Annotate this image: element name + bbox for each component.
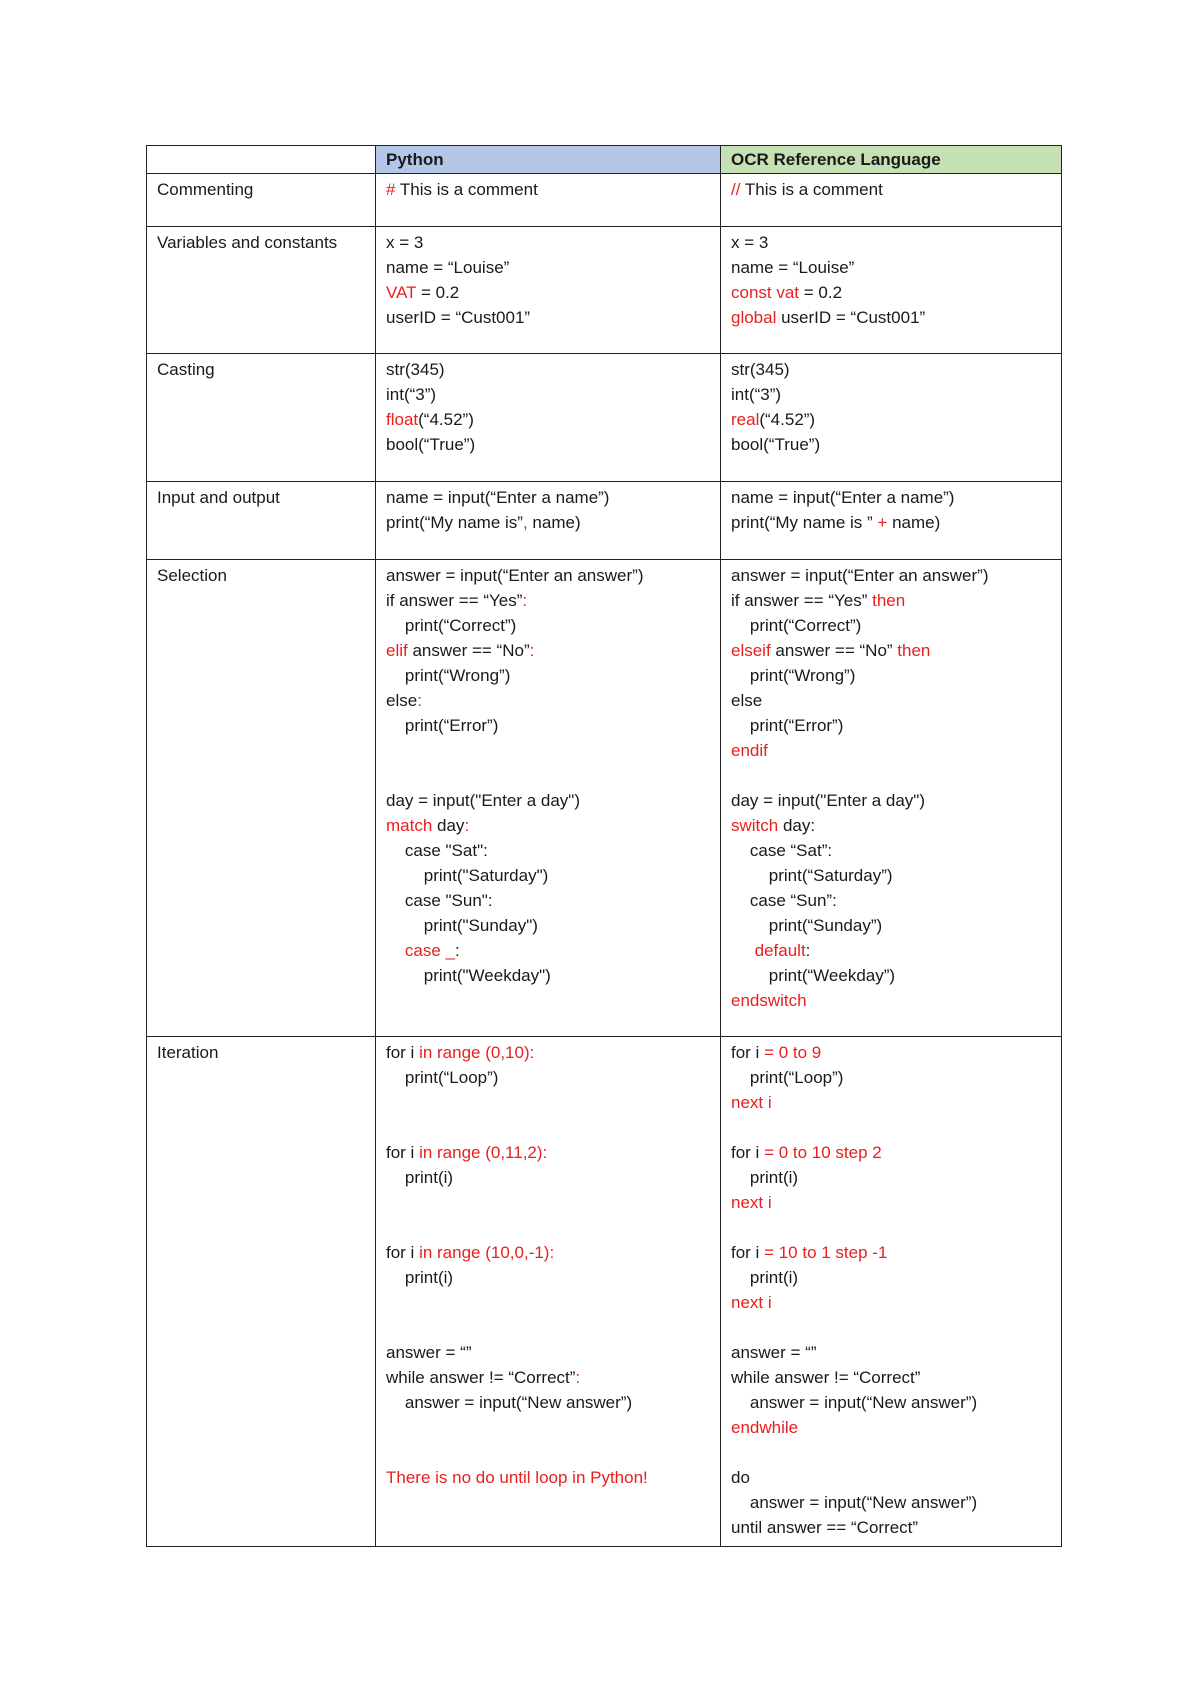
code-line <box>731 1415 1051 1440</box>
code-line <box>386 1290 710 1315</box>
keyword-highlight: global <box>731 308 777 327</box>
code-text: name = input(“Enter a name”) <box>386 488 610 507</box>
keyword-highlight: next i <box>731 1293 772 1312</box>
code-text: day = input("Enter a day") <box>386 791 580 810</box>
code-line <box>386 638 710 663</box>
code-text: print(“Error”) <box>731 716 844 735</box>
code-text: bool(“True”) <box>386 435 476 454</box>
code-line <box>731 485 1051 510</box>
keyword-highlight: endswitch <box>731 991 807 1010</box>
code-text: print(“Loop”) <box>386 1068 499 1087</box>
code-text: = 0.2 <box>799 283 843 302</box>
keyword-highlight: in range (0,11,2): <box>419 1143 548 1162</box>
code-text: userID = “Cust001” <box>776 308 926 327</box>
code-line <box>386 563 710 588</box>
code-line <box>386 788 710 813</box>
keyword-highlight: default <box>754 941 806 960</box>
code-text: answer = “” <box>386 1343 472 1362</box>
code-text <box>731 941 755 960</box>
code-text: print(“Loop”) <box>731 1068 844 1087</box>
code-text: print(“Correct”) <box>731 616 862 635</box>
code-text: else <box>731 691 763 710</box>
code-text: day <box>432 816 465 835</box>
code-text: : <box>455 941 460 960</box>
code-text: (“4.52”) <box>418 410 474 429</box>
code-line <box>386 963 710 988</box>
code-line <box>731 663 1051 688</box>
keyword-highlight: endwhile <box>731 1418 799 1437</box>
keyword-highlight: elif <box>386 641 408 660</box>
code-line <box>731 1290 1051 1315</box>
code-line <box>386 688 710 713</box>
code-text: answer = input(“Enter an answer”) <box>731 566 989 585</box>
code-text: = 0.2 <box>416 283 460 302</box>
code-line <box>731 563 1051 588</box>
row-label: Iteration <box>147 1037 376 1547</box>
keyword-highlight: = 0 to 10 step 2 <box>764 1143 882 1162</box>
keyword-highlight: # <box>386 180 400 199</box>
row-input-and-output <box>147 482 1062 560</box>
code-line <box>731 432 1051 457</box>
code-line <box>731 788 1051 813</box>
row-label: Selection <box>147 560 376 1037</box>
keyword-highlight: float <box>386 410 419 429</box>
code-text: name = “Louise” <box>731 258 855 277</box>
code-line <box>386 1440 710 1465</box>
code-text: print(“Saturday”) <box>731 866 893 885</box>
code-text: for i <box>731 1043 765 1062</box>
code-text: print(i) <box>386 1268 454 1287</box>
code-text: bool(“True”) <box>731 435 821 454</box>
keyword-highlight: case _ <box>404 941 455 960</box>
code-line <box>386 1390 710 1415</box>
code-text: print("Sunday") <box>386 916 538 935</box>
code-line <box>386 1265 710 1290</box>
code-line <box>731 407 1051 432</box>
code-text: print(“Correct”) <box>386 616 517 635</box>
ocr-code-cell <box>721 1037 1062 1547</box>
code-line <box>386 1165 710 1190</box>
code-line <box>731 305 1051 330</box>
code-text: print(“Wrong”) <box>386 666 511 685</box>
code-text: for i <box>386 1243 420 1262</box>
code-line <box>386 1090 710 1115</box>
keyword-highlight: real <box>731 410 760 429</box>
keyword-highlight: VAT <box>386 283 417 302</box>
code-text: answer = input(“New answer”) <box>386 1393 633 1412</box>
code-text: str(345) <box>386 360 445 379</box>
code-line <box>386 738 710 763</box>
code-line <box>386 485 710 510</box>
keyword-highlight: , <box>522 513 528 532</box>
code-text: print(i) <box>386 1168 454 1187</box>
python-code-cell <box>376 560 721 1037</box>
code-line <box>731 1315 1051 1340</box>
code-text: do <box>731 1468 750 1487</box>
code-line <box>731 688 1051 713</box>
code-line <box>386 280 710 305</box>
code-line <box>386 357 710 382</box>
code-text: name = input(“Enter a name”) <box>731 488 955 507</box>
code-text: case “Sun”: <box>731 891 837 910</box>
code-line <box>731 1390 1051 1415</box>
code-text: (“4.52”) <box>759 410 816 429</box>
keyword-highlight: then <box>872 591 906 610</box>
keyword-highlight: in range (10,0,-1): <box>419 1243 555 1262</box>
python-code-cell <box>376 174 721 227</box>
code-line <box>731 963 1051 988</box>
keyword-highlight: : <box>464 816 470 835</box>
code-text <box>386 941 405 960</box>
code-text: int(“3”) <box>731 385 782 404</box>
keyword-highlight: : <box>575 1368 581 1387</box>
code-line <box>731 1240 1051 1265</box>
code-text: x = 3 <box>386 233 424 252</box>
code-text: userID = “Cust001” <box>386 308 531 327</box>
code-text: answer == “No” <box>770 641 898 660</box>
header-corner-cell <box>147 146 376 174</box>
keyword-highlight: elseif <box>731 641 771 660</box>
code-text: day: <box>778 816 816 835</box>
code-line <box>731 1365 1051 1390</box>
code-text: for i <box>731 1243 765 1262</box>
code-line <box>386 888 710 913</box>
code-text: name = “Louise” <box>386 258 510 277</box>
code-text: answer = input(“New answer”) <box>731 1493 978 1512</box>
code-text: if answer == “Yes” <box>731 591 873 610</box>
code-line <box>386 1190 710 1215</box>
code-line <box>731 1190 1051 1215</box>
row-label: Input and output <box>147 482 376 560</box>
code-line <box>386 1115 710 1140</box>
code-line <box>386 838 710 863</box>
code-text: print("Saturday") <box>386 866 549 885</box>
code-text: for i <box>386 1043 420 1062</box>
code-text: day = input("Enter a day") <box>731 791 925 810</box>
python-code-cell <box>376 227 721 354</box>
keyword-highlight: : <box>417 691 422 710</box>
keyword-highlight: = 0 to 9 <box>764 1043 822 1062</box>
code-line <box>386 1340 710 1365</box>
code-line <box>386 763 710 788</box>
keyword-highlight: match <box>386 816 433 835</box>
code-line <box>386 1140 710 1165</box>
code-text: answer == “No” <box>407 641 530 660</box>
code-line <box>731 1115 1051 1140</box>
header-ocr: OCR Reference Language <box>721 146 1062 174</box>
keyword-highlight: There is no do until loop in Python! <box>386 1468 648 1487</box>
python-code-cell <box>376 354 721 482</box>
code-line <box>731 1165 1051 1190</box>
code-text: print(“My name is ” <box>731 513 878 532</box>
code-line <box>731 177 1051 202</box>
code-text: print("Weekday") <box>386 966 551 985</box>
code-text: while answer != “Correct” <box>731 1368 921 1387</box>
code-line <box>386 382 710 407</box>
code-line <box>731 913 1051 938</box>
code-line <box>731 230 1051 255</box>
code-line <box>731 357 1051 382</box>
code-line <box>386 1365 710 1390</box>
code-line <box>386 938 710 963</box>
code-text: This is a comment <box>744 180 883 199</box>
keyword-highlight: endif <box>731 741 768 760</box>
code-text: print(“My name is” <box>386 513 523 532</box>
code-text: This is a comment <box>399 180 538 199</box>
row-casting <box>147 354 1062 482</box>
ocr-code-cell <box>721 354 1062 482</box>
code-line <box>731 738 1051 763</box>
code-line <box>386 713 710 738</box>
keyword-highlight: switch <box>731 816 779 835</box>
code-line <box>731 638 1051 663</box>
code-text: str(345) <box>731 360 790 379</box>
keyword-highlight: // <box>731 180 745 199</box>
code-line <box>731 938 1051 963</box>
code-line <box>386 1215 710 1240</box>
code-line <box>731 613 1051 638</box>
code-line <box>731 588 1051 613</box>
code-line <box>386 1315 710 1340</box>
keyword-highlight: const vat <box>731 283 800 302</box>
keyword-highlight: = 10 to 1 step -1 <box>764 1243 888 1262</box>
python-code-cell <box>376 1037 721 1547</box>
ocr-code-cell <box>721 227 1062 354</box>
code-text: int(“3”) <box>386 385 437 404</box>
code-line <box>731 813 1051 838</box>
row-commenting <box>147 174 1062 227</box>
code-line <box>731 1340 1051 1365</box>
row-variables-and-constants <box>147 227 1062 354</box>
code-line <box>386 663 710 688</box>
code-text: : <box>805 941 811 960</box>
keyword-highlight: + <box>877 513 888 532</box>
keyword-highlight: : <box>529 641 535 660</box>
code-text: else <box>386 691 418 710</box>
code-line <box>386 407 710 432</box>
code-line <box>731 763 1051 788</box>
code-text: if answer == “Yes” <box>386 591 523 610</box>
comparison-sheet <box>146 145 1061 1547</box>
code-line <box>386 255 710 280</box>
code-line <box>731 1090 1051 1115</box>
code-line <box>386 1240 710 1265</box>
ocr-code-cell <box>721 482 1062 560</box>
syntax-comparison-table <box>146 145 1062 1547</box>
code-line <box>386 230 710 255</box>
code-line <box>386 913 710 938</box>
code-text: for i <box>386 1143 420 1162</box>
code-line <box>731 888 1051 913</box>
keyword-highlight: next i <box>731 1193 772 1212</box>
code-text: answer = input(“New answer”) <box>731 1393 978 1412</box>
code-line <box>386 432 710 457</box>
code-line <box>731 382 1051 407</box>
ocr-code-cell <box>721 174 1062 227</box>
keyword-highlight: next i <box>731 1093 772 1112</box>
header-python: Python <box>376 146 721 174</box>
code-text: print(“Error”) <box>386 716 499 735</box>
code-line <box>731 838 1051 863</box>
code-text: answer = “” <box>731 1343 817 1362</box>
code-line <box>731 1215 1051 1240</box>
row-selection <box>147 560 1062 1037</box>
code-line <box>386 510 710 535</box>
code-text: name) <box>527 513 581 532</box>
code-line <box>731 863 1051 888</box>
code-line <box>731 988 1051 1013</box>
code-text: while answer != “Correct” <box>386 1368 576 1387</box>
keyword-highlight: in range (0,10): <box>419 1043 535 1062</box>
code-text: case "Sun": <box>386 891 493 910</box>
row-label: Commenting <box>147 174 376 227</box>
code-line <box>731 1465 1051 1490</box>
row-label: Casting <box>147 354 376 482</box>
code-line <box>731 713 1051 738</box>
code-text: print(“Wrong”) <box>731 666 856 685</box>
code-line <box>386 863 710 888</box>
code-line <box>386 613 710 638</box>
code-line <box>386 1040 710 1065</box>
code-line <box>386 1465 710 1490</box>
code-text: print(“Sunday”) <box>731 916 883 935</box>
code-line <box>386 177 710 202</box>
code-line <box>386 305 710 330</box>
code-line <box>386 813 710 838</box>
code-line <box>731 1140 1051 1165</box>
code-line <box>386 1065 710 1090</box>
row-label: Variables and constants <box>147 227 376 354</box>
code-line <box>386 588 710 613</box>
code-text: print(i) <box>731 1268 799 1287</box>
code-text: answer = input(“Enter an answer”) <box>386 566 644 585</box>
code-line <box>731 510 1051 535</box>
keyword-highlight: : <box>522 591 528 610</box>
code-text: for i <box>731 1143 765 1162</box>
code-line <box>731 1065 1051 1090</box>
code-text: print(“Weekday”) <box>731 966 896 985</box>
code-text: case "Sat": <box>386 841 488 860</box>
code-line <box>731 1040 1051 1065</box>
code-text: print(i) <box>731 1168 799 1187</box>
code-line <box>731 1440 1051 1465</box>
code-line <box>731 1490 1051 1515</box>
keyword-highlight: then <box>897 641 931 660</box>
code-line <box>731 255 1051 280</box>
code-line <box>731 1515 1051 1540</box>
code-text: case “Sat”: <box>731 841 833 860</box>
code-text: until answer == “Correct” <box>731 1518 919 1537</box>
code-line <box>731 1265 1051 1290</box>
python-code-cell <box>376 482 721 560</box>
ocr-code-cell <box>721 560 1062 1037</box>
code-line <box>386 1415 710 1440</box>
code-text: x = 3 <box>731 233 769 252</box>
code-line <box>731 280 1051 305</box>
code-text: name) <box>887 513 941 532</box>
row-iteration <box>147 1037 1062 1547</box>
header-row <box>147 146 1062 174</box>
